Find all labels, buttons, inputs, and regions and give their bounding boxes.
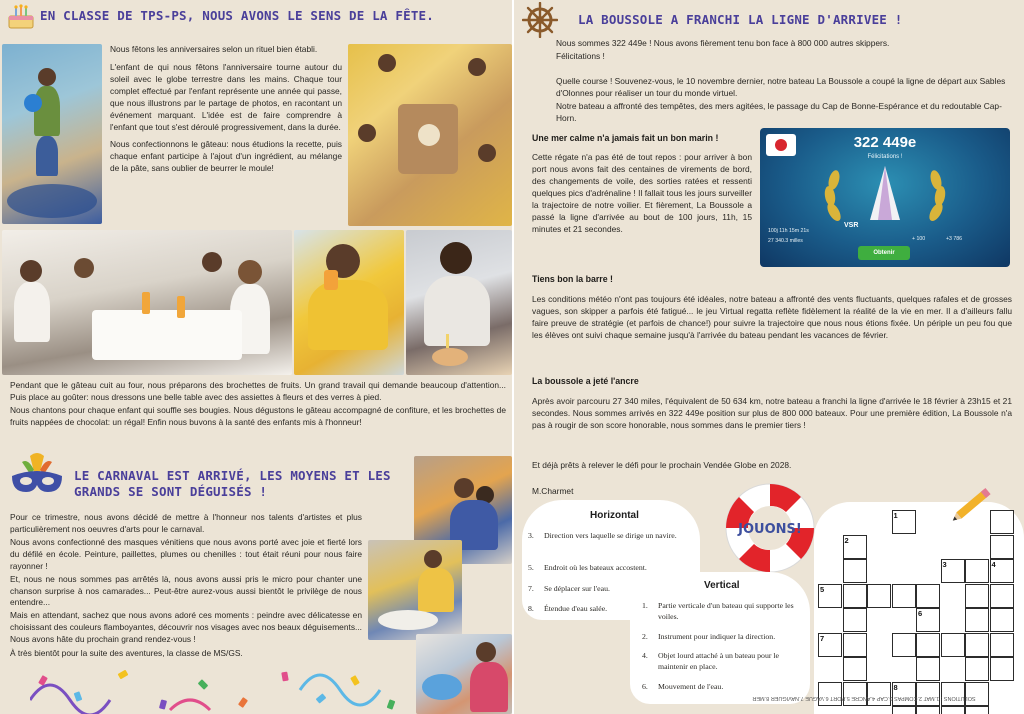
- regatta-text-4: Et déjà prêts à relever le défi pour le prochain Vendée Globe en 2028.: [532, 460, 792, 470]
- crossword-cell[interactable]: [965, 608, 989, 632]
- subheading-calm-sea: Une mer calme n'a jamais fait un bon marin !: [532, 133, 719, 143]
- crossword-cell[interactable]: [916, 584, 940, 608]
- crossword-cell[interactable]: [843, 682, 867, 706]
- rank-value: 322 449e: [853, 134, 917, 151]
- clue-h7: 7. Se déplacer sur l'eau.: [528, 584, 610, 593]
- paragraph: L'enfant de qui nous fêtons l'anniversaire tourne autour du soleil avec le globe terrestre dans les mains. Chaque tour complet effectué par l'enfant représente une année qui passe, que nous illustrons par le partage de photos, en racontant un événement marquant. L'idée est de faire comprendre à l'enfant que tout s'est déroulé progressivement, dans la durée.: [110, 61, 342, 132]
- photo-artwork: [416, 634, 512, 714]
- score-plus-100: + 100: [912, 236, 926, 242]
- crossword-cell[interactable]: [965, 633, 989, 657]
- crossword-cell[interactable]: [965, 657, 989, 681]
- carnival-closing: À très bientôt pour la suite des aventures, la classe de MS/GS.: [10, 648, 243, 658]
- photo-painting: [368, 540, 462, 640]
- paragraph: Notre bateau a affronté des tempêtes, des mers agitées, le passage du Cap de Bonne-Espérance et du redoutable Cap-Horn.: [556, 100, 1002, 123]
- crossword-cell[interactable]: [916, 657, 940, 681]
- crossword-cell[interactable]: [867, 584, 891, 608]
- photo-birthday-candle: [406, 230, 512, 375]
- crossword-number: 8: [893, 682, 898, 692]
- paragraph: Nous fêtons les anniversaires selon un rituel bien établi.: [110, 44, 318, 54]
- regatta-text-2: Les conditions météo n'ont pas toujours été idéales, notre bateau a affronté des vents fluctuants, quelques rafales et de grosses vagues, son skipper a parfois été fatigué... le jeu Virtual regatta reflète fidèlement la réalité de la vie en mer. Il a d'ailleurs fallu faire preuve de stratégie (et parfois de chance!) pour suivre la trajectoire que nous nous étions fixée. Un périple un peu fou que les élèves ont suivi chaque semaine jusqu'à l'arrivée du bateau pendant les vacances de février.: [532, 294, 1012, 340]
- clue-h3: 3. Direction vers laquelle se dirige un navire.: [528, 531, 677, 540]
- subheading-anchor: La boussole a jeté l'ancre: [532, 376, 639, 386]
- cake-icon: [6, 4, 36, 30]
- regatta-text-3: Après avoir parcouru 27 340 miles, l'équivalent de 50 634 km, notre bateau a franchi la ligne d'arrivée le 18 février à 23h15 et 21 secondes. Nous sommes arrivés en 322 449e position sur plus de 800 000 bateaux. Pour une première édition, La Boussole n'a pas à rougir de son score honorable, nous sommes dans le premier tiers !: [532, 396, 1012, 430]
- crossword-cell[interactable]: [818, 682, 842, 706]
- birthday-text-1: [110, 44, 342, 181]
- crossword-cell[interactable]: [990, 584, 1014, 608]
- elapsed-time: 100j 11h 15m 21s: [768, 228, 809, 234]
- crossword-cell[interactable]: [916, 682, 940, 706]
- solutions-footer: SOLUTIONS : 1.MAT 2.COMPAS 3.CAP 4.ANCRE 5.PORT 6.VAGUE 7.NAVIGUER 8.MER: [752, 695, 976, 701]
- crossword-cell[interactable]: [965, 682, 989, 706]
- paragraph: Mais en attendant, sachez que nous avons adoré ces moments : peindre avec délicatesse en choisissant des couleurs flamboyantes, découvrir nos visages avec nos beaux déguisements... Nous avons hâte du prochain grand rendez-vous !: [10, 610, 362, 645]
- carnival-mask-icon: [8, 452, 66, 502]
- crossword-cell[interactable]: [990, 535, 1014, 559]
- obtain-button[interactable]: Obtenir: [858, 246, 910, 260]
- crossword-cell[interactable]: [941, 682, 965, 706]
- paragraph: Pour ce trimestre, nous avons décidé de mettre à l'honneur nos talents d'artistes et plus particulièrement nos oeuvres d'arts pour le carnaval.: [10, 512, 362, 534]
- paragraph: Et, nous ne nous sommes pas arrêtés là, nous avons aussi pris le micro pour chanter une chanson surprise à nos camarades... Peut-être aurez-vous aussi bientôt le privilège de nous entendre...: [10, 573, 362, 608]
- crossword-number: 1: [893, 511, 898, 520]
- crossword-number: 3: [942, 560, 947, 569]
- crossword-cell[interactable]: [965, 559, 989, 583]
- crossword-cell[interactable]: [843, 559, 867, 583]
- clue-h8: 8. Étendue d'eau salée.: [528, 604, 608, 613]
- clue-v1: 1. Partie verticale d'un bateau qui supporte les voiles.: [642, 601, 794, 621]
- distance-miles: 27 340.3 milles: [768, 238, 803, 244]
- crossword-cell[interactable]: [892, 584, 916, 608]
- birthday-text-2: [10, 380, 506, 435]
- photo-party-table: [2, 230, 292, 375]
- crossword-cell[interactable]: [867, 682, 891, 706]
- crossword-cell[interactable]: [990, 633, 1014, 657]
- photo-cake-making: [348, 44, 512, 226]
- crossword-cell[interactable]: [916, 706, 940, 714]
- crossword-cell[interactable]: [843, 584, 867, 608]
- crossword-cell[interactable]: [941, 633, 965, 657]
- crossword-number: 6: [918, 609, 923, 618]
- horizontal-heading: Horizontal: [590, 510, 639, 521]
- right-page: [514, 0, 1024, 714]
- score-plus-3786: +3 786: [946, 236, 963, 242]
- crossword-cell[interactable]: [916, 633, 940, 657]
- carnival-text: [10, 512, 362, 652]
- congrats-label: Félicitations !: [867, 154, 903, 160]
- photo-child-drinking: [294, 230, 404, 375]
- subheading-hold-helm: Tiens bon la barre !: [532, 274, 613, 284]
- crossword-cell[interactable]: [990, 657, 1014, 681]
- paragraph: Quelle course ! Souvenez-vous, le 10 novembre dernier, notre bateau La Boussole a coupé la ligne de départ aux Sables d'Olonnes pour réaliser un tour du monde virtuel.: [556, 76, 1006, 98]
- vertical-heading: Vertical: [704, 580, 740, 591]
- paragraph: Nous sommes 322 449e ! Nous avons fièrement tenu bon face à 800 000 autres skippers.: [556, 38, 890, 48]
- crossword-cell[interactable]: [843, 657, 867, 681]
- crossword-number: 7: [820, 633, 825, 643]
- crossword-cell[interactable]: [892, 706, 916, 714]
- crossword-grid: [514, 0, 1024, 714]
- birthday-section-title: EN CLASSE DE TPS-PS, NOUS AVONS LE SENS DE LA FÊTE.: [40, 8, 435, 23]
- jouons-label: JOUONS!: [738, 522, 802, 537]
- paragraph: Nous confectionnons le gâteau: nous étudions la recette, puis chaque enfant participe à l'ajout d'un ingrédient, au mélange de la pâte, sans oublier de beurrer le moule!: [110, 139, 342, 174]
- crossword-number: 4: [991, 560, 996, 569]
- ribbon-decoration: [30, 660, 390, 714]
- clue-v2: 2. Instrument pour indiquer la direction.: [642, 632, 776, 641]
- paragraph: Pendant que le gâteau cuit au four, nous préparons des brochettes de fruits. Un grand travail qui demande beaucoup d'attention... Puis place au goûter: nous dressons une belle table avec des assiettes à fleurs et des verres à pied.: [10, 380, 506, 402]
- crossword-cell[interactable]: [990, 510, 1014, 534]
- photo-globe-ritual: [2, 44, 102, 224]
- regatta-section-title: LA BOUSSOLE A FRANCHI LA LIGNE D'ARRIVEE !: [578, 12, 903, 27]
- crossword-cell[interactable]: [843, 633, 867, 657]
- clue-h5: 5. Endroit où les bateaux accostent.: [528, 563, 647, 572]
- signature: M.Charmet: [532, 486, 574, 496]
- crossword-cell[interactable]: [843, 608, 867, 632]
- paragraph: Nous avons confectionné des masques vénitiens que nous avons porté avec joie et fierté lors du défilé en école. Peinture, paillettes, plumes ou chenilles : tout était réuni pour nous faire rayonner !: [10, 536, 362, 571]
- clue-v6: 6. Mouvement de l'eau.: [642, 682, 724, 691]
- crossword-number: 2: [844, 535, 849, 545]
- crossword-number: 5: [820, 584, 825, 594]
- regatta-text-1: Cette régate n'a pas été de tout repos : pour arriver à bon port nous avons fait des centaines de virements de bord, des changements de voile, des sorties ratées et ressenti quelques pics d'adrénaline ! Il fallait tous les jours surveiller la trajectoire de notre voilier. Et fièrement, La Boussole a passé la ligne d'arrivée au bout de 100 jours, 11h, 15 minutes et 21 secondes.: [532, 152, 752, 234]
- paragraph: Félicitations !: [556, 50, 605, 61]
- brand-label: VSR: [844, 222, 859, 229]
- crossword-cell[interactable]: [941, 706, 965, 714]
- paragraph: Nous chantons pour chaque enfant qui souffle ses bougies. Nous dégustons le gâteau accompagné de confiture, et les brochettes de fruits nappées de chocolat: un régal! Enfin nous buvons à la santé des enfants mis à l'honneur!: [10, 404, 506, 427]
- clue-v4: 4. Objet lourd attaché à un bateau pour le maintenir en place.: [642, 651, 780, 671]
- crossword-cell[interactable]: [965, 706, 989, 714]
- crossword-cell[interactable]: [965, 584, 989, 608]
- crossword-cell[interactable]: [892, 633, 916, 657]
- crossword-cell[interactable]: [990, 608, 1014, 632]
- carnival-section-title: LE CARNAVAL EST ARRIVÉ, LES MOYENS ET LES GRANDS SE SONT DÉGUISÉS !: [74, 468, 391, 500]
